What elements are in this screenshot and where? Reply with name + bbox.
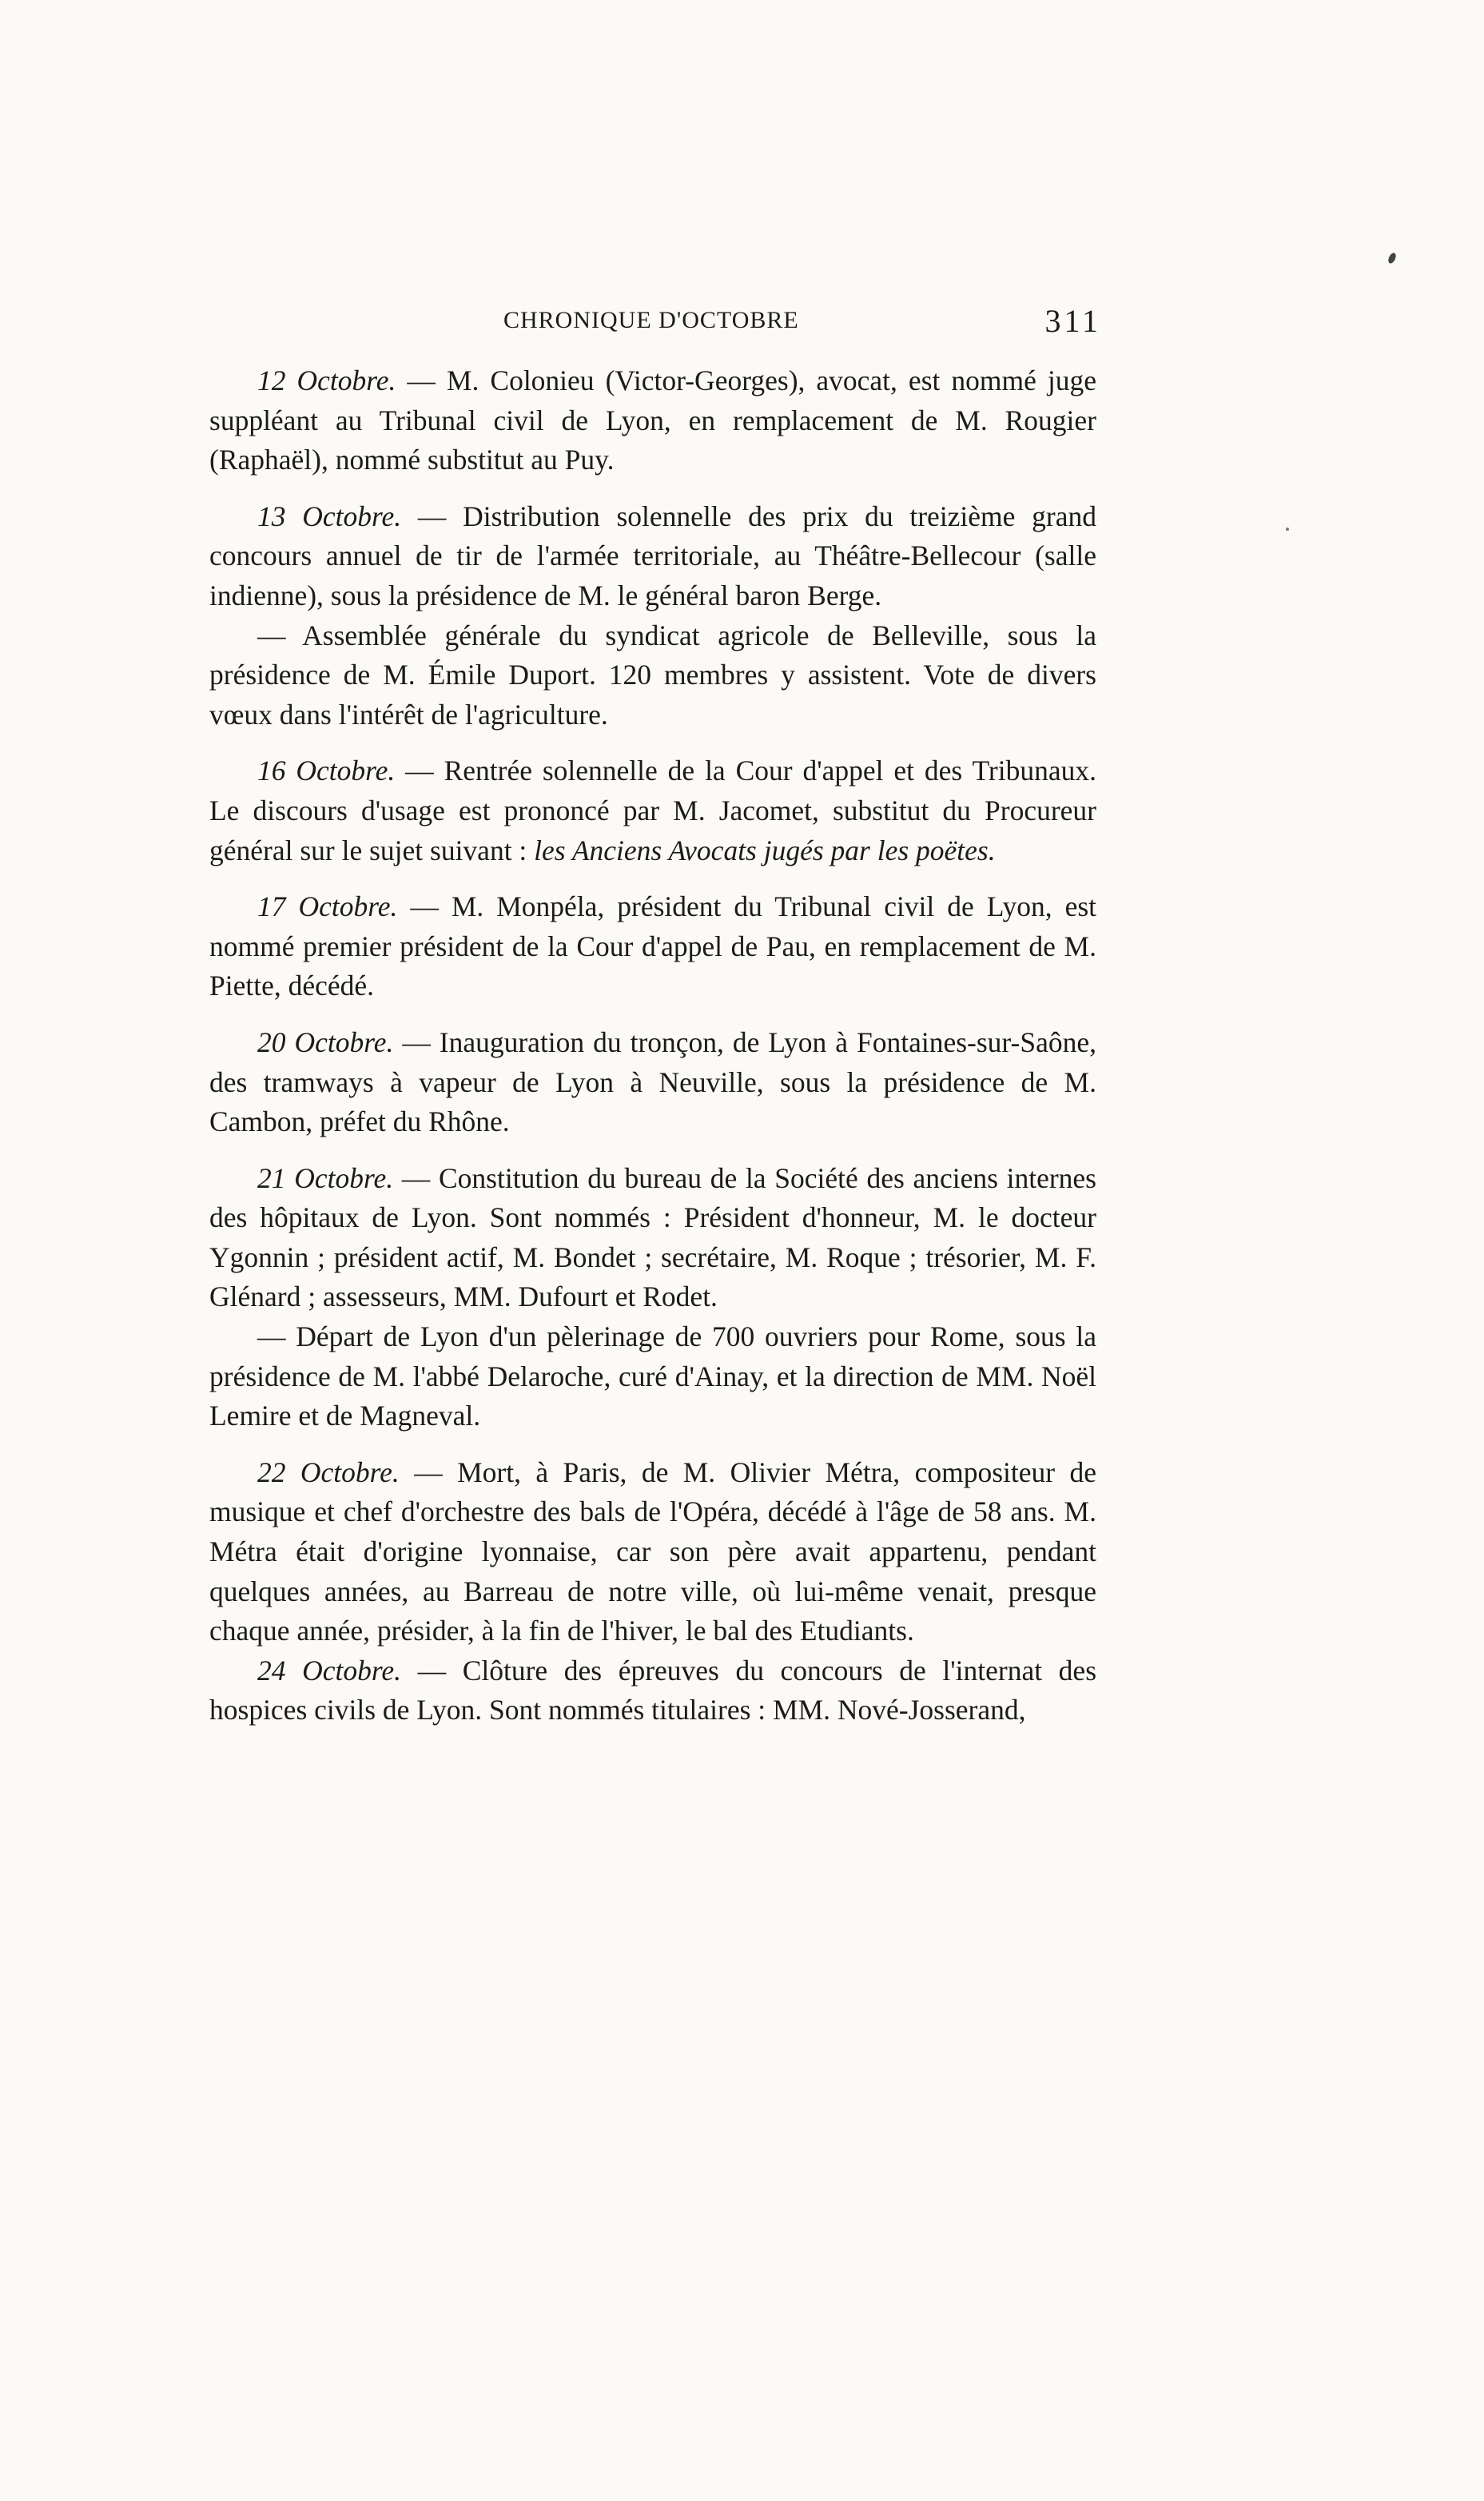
chronicle-entry: [209, 497, 1096, 735]
entry-date: 22 Octobre.: [257, 1456, 400, 1488]
entry-text: — Mort, à Paris, de M. Olivier Métra, compositeur de musique et chef d'orchestre des bals de l'Opéra, décédé à l'âge de 58 ans. M. Métra était d'origine lyonnaise, car son père avait appartenu, pendant quelques années, au Barreau de notre ville, où lui-même venait, presque chaque année, présider, à la fin de l'hiver, le bal des Etudiants.: [209, 1456, 1096, 1647]
entry-text: — Inauguration du tronçon, de Lyon à Fontaines-sur-Saône, des tramways à vapeur de Lyon à Neuville, sous la présidence de M. Cambon, préfet du Rhône.: [209, 1025, 1096, 1138]
entry-text: — Rentrée solennelle de la Cour d'appel et des Tribunaux. Le discours d'usage est prononcé par M. Jacomet, substitut du Procureur général sur le sujet suivant :: [209, 755, 1096, 866]
entry-text: — Constitution du bureau de la Société des anciens internes des hôpitaux de Lyon. Sont nommés : Président d'honneur, M. le docteur Ygonnin ; président actif, M. Bondet ; secrétaire, M. Roque ; trésorier, M. F. Glénard ; assesseurs, MM. Dufourt et Rodet.: [209, 1161, 1097, 1313]
entry-date: 16 Octobre.: [257, 755, 396, 787]
ink-speck: [1387, 252, 1397, 265]
entry-date: 12 Octobre.: [257, 364, 396, 396]
entry-text: — Départ de Lyon d'un pèlerinage de 700 ouvriers pour Rome, sous la présidence de M. l'abbé Delaroche, curé d'Ainay, et la direction de MM. Noël Lemire et de Magneval.: [209, 1320, 1096, 1432]
page-number: 311: [1044, 303, 1101, 339]
entry-paragraph: [209, 1023, 1096, 1142]
entry-date: 17 Octobre.: [257, 890, 398, 923]
entry-date: 20 Octobre.: [257, 1025, 394, 1058]
chronicle-entry: [209, 361, 1096, 480]
entry-date: 13 Octobre.: [257, 500, 402, 532]
entry-text: — Assemblée générale du syndicat agricole de Belleville, sous la présidence de M. Émile Duport. 120 membres y assistent. Vote de divers vœux dans l'intérêt de l'agriculture.: [209, 619, 1096, 731]
entry-paragraph: [209, 751, 1096, 870]
chronicle-entry: [209, 751, 1096, 870]
chronicle-body: [209, 361, 1096, 1747]
chronicle-entry: [209, 1159, 1096, 1436]
entry-paragraph: [209, 1453, 1096, 1651]
entry-paragraph: [209, 1159, 1096, 1317]
entry-date: 24 Octobre.: [257, 1654, 401, 1687]
entry-text: — M. Colonieu (Victor-Georges), avocat, est nommé juge suppléant au Tribunal civil de Lyon, en remplacement de M. Rougier (Raphaël), nommé substitut au Puy.: [209, 364, 1096, 476]
chronicle-entry: [209, 1023, 1096, 1142]
ink-speck: [1286, 528, 1289, 531]
entry-text: — M. Monpéla, président du Tribunal civil de Lyon, est nommé premier président de la Cour d'appel de Pau, en remplacement de M. Piette, décédé.: [209, 890, 1097, 1002]
entry-paragraph: [209, 361, 1096, 480]
entry-paragraph: [209, 616, 1096, 735]
entry-text: — Clôture des épreuves du concours de l'internat des hospices civils de Lyon. Sont nommés titulaires : MM. Nové-Josserand,: [209, 1654, 1097, 1726]
entry-paragraph: [209, 887, 1096, 1006]
page-header: [254, 302, 1101, 350]
entry-paragraph: [209, 1651, 1096, 1730]
running-title: CHRONIQUE D'OCTOBRE: [503, 307, 799, 333]
chronicle-entry: [209, 887, 1096, 1006]
entry-paragraph: [209, 1317, 1096, 1436]
entry-text: — Distribution solennelle des prix du treizième grand concours annuel de tir de l'armée territoriale, au Théâtre-Bellecour (salle indienne), sous la présidence de M. le général baron Berge.: [209, 500, 1096, 611]
chronicle-entry: [209, 1453, 1096, 1651]
entry-paragraph: [209, 497, 1096, 616]
chronicle-entry: [209, 1651, 1096, 1730]
entry-date: 21 Octobre.: [257, 1161, 394, 1194]
speech-title: les Anciens Avocats jugés par les poëtes.: [534, 834, 996, 866]
